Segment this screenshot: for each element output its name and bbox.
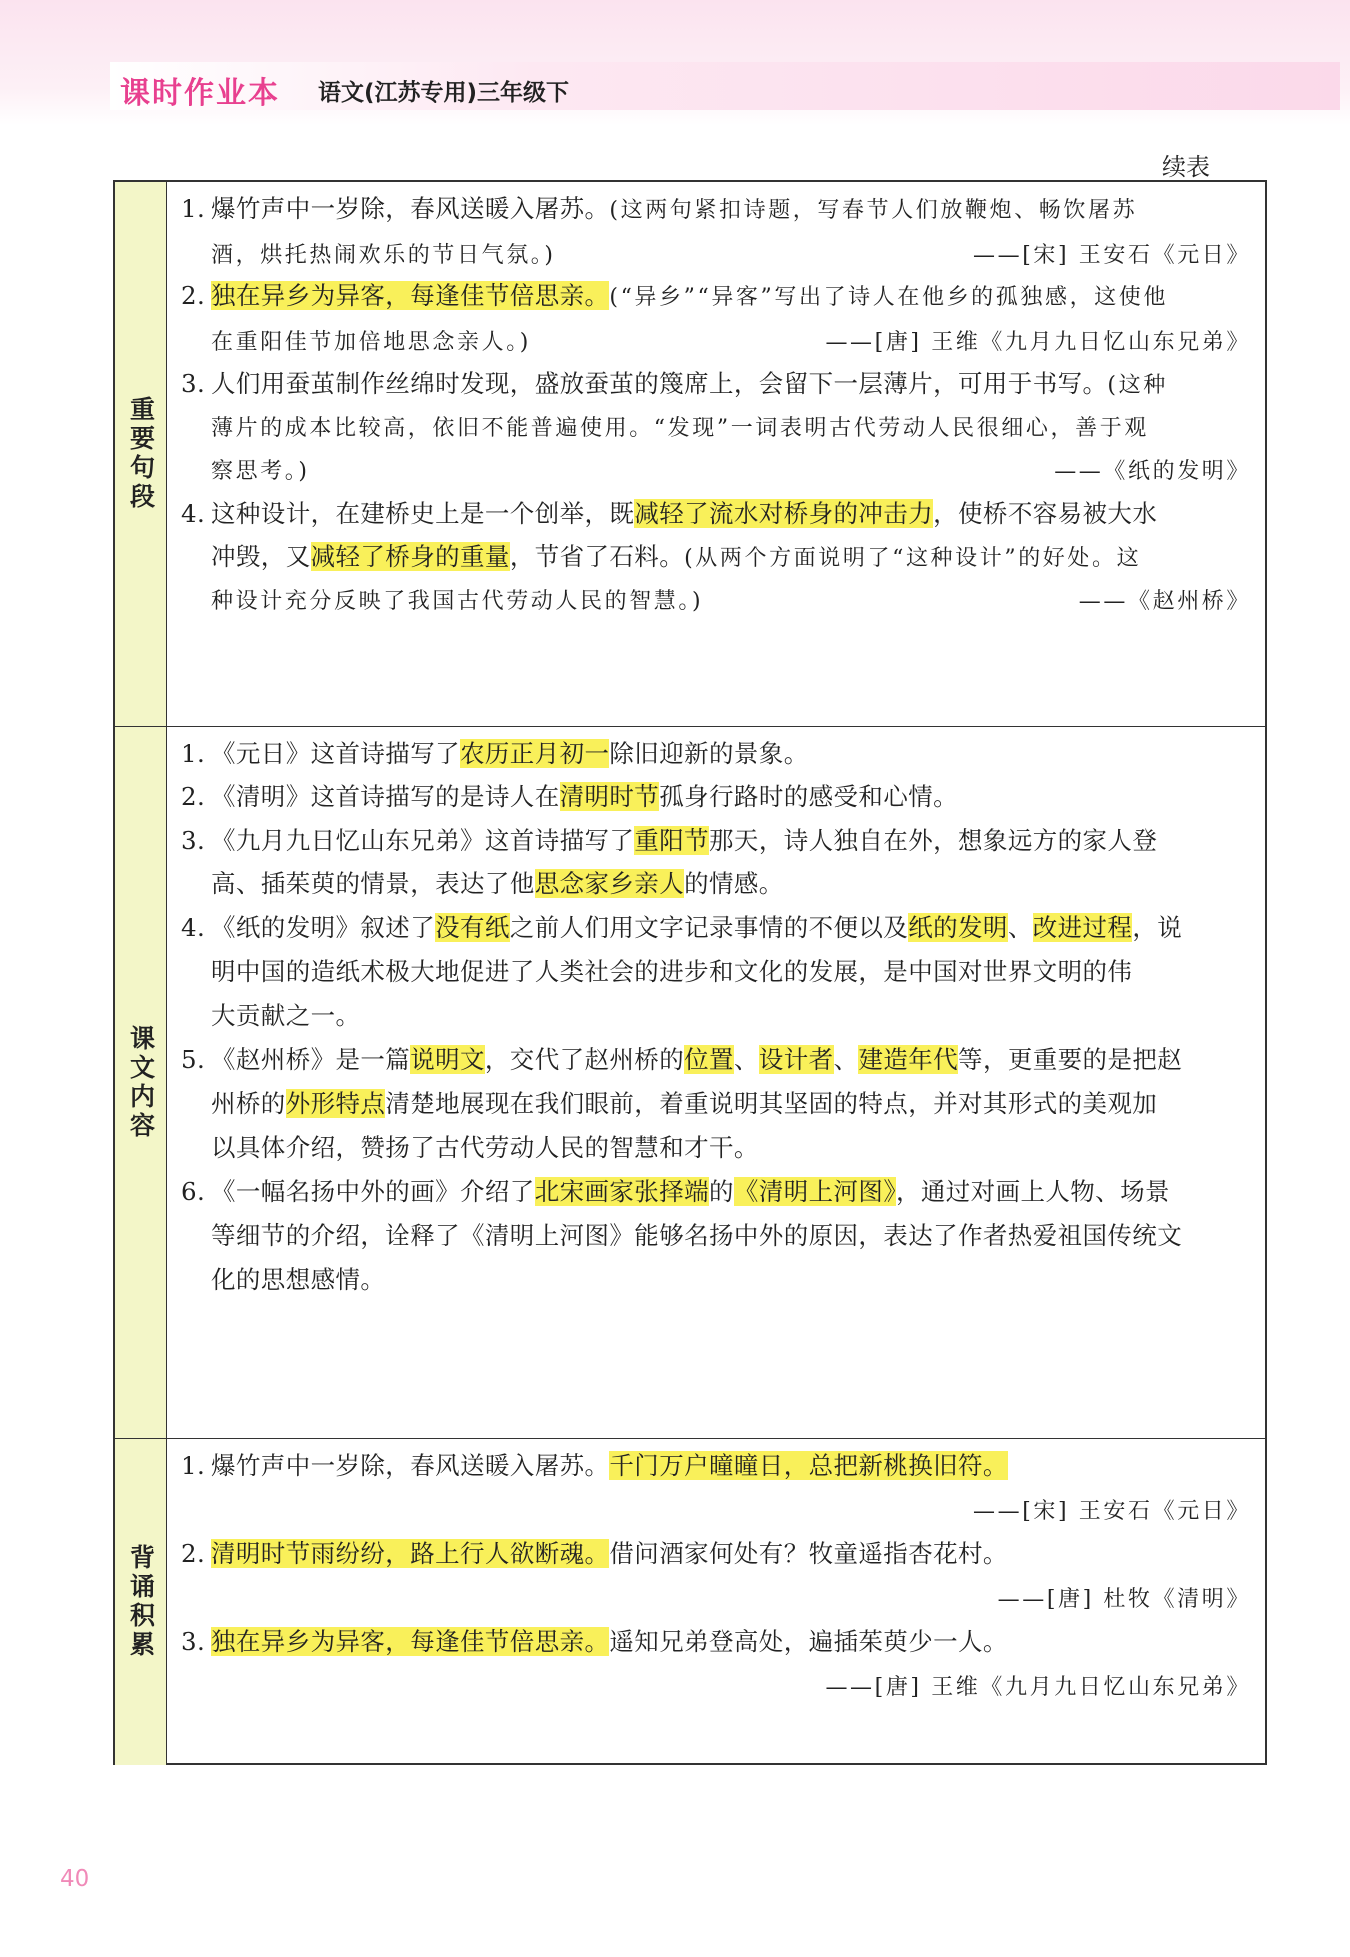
section-important-passages (115, 182, 1265, 727)
item-text: 、 (733, 1045, 759, 1074)
item-number: 2. (181, 281, 206, 310)
item-text: 等，更重要的是把赵 (958, 1045, 1183, 1074)
section-label-text: 重要句段 (126, 396, 156, 512)
list-item-continuation (211, 324, 531, 360)
item-text: 孤身行路时的感受和心情。 (659, 782, 959, 811)
list-item (181, 192, 1137, 228)
highlighted-text: 减轻了流水对桥身的冲击力 (634, 499, 934, 528)
source-citation (1079, 583, 1251, 619)
section-label (115, 182, 167, 726)
item-text: 、 (833, 1045, 859, 1074)
section-label-text: 课文内容 (126, 1024, 156, 1141)
item-text: 清楚地展现在我们眼前，着重说明其坚固的特点，并对其形式的美观加 (385, 1089, 1158, 1118)
highlighted-text: 改进过程 (1032, 913, 1133, 942)
item-text: 爆竹声中一岁除，春风送暖入屠苏。 (211, 1451, 610, 1480)
list-item-continuation (211, 867, 784, 901)
item-text: 借问酒家何处有？牧童遥指杏花村。 (609, 1539, 1008, 1568)
item-text: 冲毁，又 (211, 542, 311, 571)
list-item (181, 279, 1168, 315)
item-text: 爆竹声中一岁除，春风送暖入屠苏。 (211, 194, 610, 223)
highlighted-text: 北宋画家张择端 (534, 1177, 710, 1206)
list-item (181, 1625, 1008, 1659)
source-text: ——《纸的发明》 (1054, 459, 1251, 484)
section-label (115, 1439, 167, 1765)
list-item (181, 1537, 1008, 1571)
item-text: 化的思想感情。 (211, 1265, 386, 1294)
list-item (181, 737, 809, 771)
highlighted-text: 外形特点 (285, 1089, 386, 1118)
item-text: 这种设计，在建桥史上是一个创举，既 (211, 499, 635, 528)
item-text: 《元日》这首诗描写了 (211, 739, 460, 768)
list-item (181, 497, 1157, 531)
highlighted-text: 重阳节 (634, 826, 710, 855)
item-text: 《清明》这首诗描写的是诗人在 (211, 782, 560, 811)
item-number: 3. (181, 1627, 206, 1656)
section-label (115, 727, 167, 1438)
list-item-continuation (211, 583, 703, 619)
highlighted-text: 清明时节雨纷纷，路上行人欲断魂。 (211, 1539, 610, 1568)
item-text: 遥知兄弟登高处，遍插茱萸少一人。 (609, 1627, 1008, 1656)
item-note: 薄片的成本比较高，依旧不能普遍使用。“发现”一词表明古代劳动人民很细心，善于观 (211, 416, 1149, 441)
item-text: 的情感。 (684, 869, 784, 898)
item-text: ，交代了赵州桥的 (484, 1045, 685, 1074)
item-note: (“异乡”“异客”写出了诗人在他乡的孤独感，这使他 (609, 285, 1168, 310)
list-item-continuation (211, 410, 1149, 446)
item-text: 人们用蚕茧制作丝绵时发现，盛放蚕茧的篾席上，会留下一层薄片，可用于书写。 (211, 369, 1108, 398)
item-text: 《纸的发明》叙述了 (211, 913, 436, 942)
source-citation (825, 324, 1251, 360)
item-number: 1. (181, 739, 206, 768)
section-text-content (115, 727, 1265, 1439)
list-item (181, 780, 958, 814)
highlighted-text: 没有纸 (435, 913, 510, 942)
list-item (181, 1449, 1008, 1483)
list-item-continuation (211, 1219, 1182, 1253)
item-text: 、 (1007, 913, 1033, 942)
list-item-continuation (211, 999, 360, 1033)
item-note: (这种 (1107, 373, 1168, 398)
highlighted-text: 思念家乡亲人 (534, 869, 685, 898)
highlighted-text: 千门万户曈曈日，总把新桃换旧符。 (609, 1451, 1008, 1480)
highlighted-text: 独在异乡为异客，每逢佳节倍思亲。 (211, 1627, 610, 1656)
source-text: ——《赵州桥》 (1078, 589, 1251, 614)
list-item (181, 1043, 1182, 1077)
item-text: 除旧迎新的景象。 (609, 739, 809, 768)
item-text: 州桥的 (211, 1089, 286, 1118)
item-number: 2. (181, 1539, 206, 1568)
list-item-continuation (211, 453, 310, 489)
highlighted-text: 纸的发明 (908, 913, 1008, 942)
highlighted-text: 位置 (684, 1045, 734, 1074)
item-text: 等细节的介绍，诠释了《清明上河图》能够名扬中外的原因，表达了作者热爱祖国传统文 (211, 1221, 1183, 1250)
item-text: 之前人们用文字记录事情的不便以及 (509, 913, 909, 942)
list-item-continuation (211, 237, 556, 273)
highlighted-text: 设计者 (758, 1045, 834, 1074)
source-text: ——[宋] 王安石《元日》 (973, 1499, 1251, 1524)
item-number: 2. (181, 782, 206, 811)
list-item-continuation (211, 1087, 1157, 1121)
item-text: 《九月九日忆山东兄弟》这首诗描写了 (211, 826, 635, 855)
item-text: ，节省了石料。 (509, 542, 685, 571)
list-item (181, 1175, 1170, 1209)
source-citation (973, 237, 1251, 273)
list-item-continuation (211, 1263, 385, 1297)
list-item-continuation (211, 540, 1141, 576)
item-note: (从两个方面说明了“这种设计”的好处。这 (684, 546, 1142, 571)
continued-label: 续表 (1162, 153, 1210, 181)
item-text: 的 (709, 1177, 734, 1206)
book-subtitle: 语文(江苏专用)三年级下 (318, 80, 570, 106)
source-citation (998, 1581, 1251, 1617)
item-number: 1. (181, 1451, 206, 1480)
list-item (181, 367, 1168, 403)
item-text: ，通过对画上人物、场景 (895, 1177, 1170, 1206)
list-item (181, 911, 1182, 945)
item-note: 察思考。) (211, 459, 310, 484)
source-text: ——[唐] 杜牧《清明》 (997, 1587, 1251, 1612)
section-recitation (115, 1439, 1265, 1765)
list-item-continuation (211, 955, 1132, 989)
highlighted-text: 独在异乡为异客，每逢佳节倍思亲。 (211, 281, 610, 310)
item-number: 3. (181, 369, 206, 398)
item-text: 《赵州桥》是一篇 (211, 1045, 411, 1074)
item-text: ，说 (1132, 913, 1183, 942)
highlighted-text: 说明文 (410, 1045, 485, 1074)
item-number: 5. (181, 1045, 206, 1074)
item-note: 在重阳佳节加倍地思念亲人。) (211, 330, 531, 355)
item-note: (这两句紧扣诗题，写春节人们放鞭炮、畅饮屠苏 (609, 198, 1138, 223)
source-text: ——[宋] 王安石《元日》 (973, 243, 1251, 268)
item-text: 大贡献之一。 (211, 1001, 361, 1030)
source-citation (1054, 453, 1251, 489)
item-text: 《一幅名扬中外的画》介绍了 (211, 1177, 535, 1206)
item-number: 3. (181, 826, 206, 855)
source-citation (973, 1493, 1251, 1529)
summary-table (113, 180, 1267, 1765)
highlighted-text: 《清明上河图》 (733, 1177, 896, 1206)
item-text: 明中国的造纸术极大地促进了人类社会的进步和文化的发展，是中国对世界文明的伟 (211, 957, 1133, 986)
book-title: 课时作业本 (120, 76, 280, 111)
page-number: 40 (60, 1866, 90, 1892)
list-item (181, 824, 1157, 858)
item-text: ，使桥不容易被大水 (933, 499, 1158, 528)
item-text: 高、插茱萸的情景，表达了他 (211, 869, 535, 898)
section-label-text: 背诵积累 (126, 1544, 156, 1660)
list-item-continuation (211, 1131, 759, 1165)
item-number: 4. (181, 913, 206, 942)
header-bar (110, 62, 1340, 110)
highlighted-text: 清明时节 (559, 782, 660, 811)
source-text: ——[唐] 王维《九月九日忆山东兄弟》 (825, 1675, 1251, 1700)
item-number: 4. (181, 499, 206, 528)
highlighted-text: 建造年代 (858, 1045, 959, 1074)
item-note: 种设计充分反映了我国古代劳动人民的智慧。) (211, 589, 704, 614)
source-citation (825, 1669, 1251, 1705)
source-text: ——[唐] 王维《九月九日忆山东兄弟》 (825, 330, 1251, 355)
item-text: 以具体介绍，赞扬了古代劳动人民的智慧和才干。 (211, 1133, 759, 1162)
item-text: 那天，诗人独自在外，想象远方的家人登 (709, 826, 1158, 855)
item-note: 酒，烘托热闹欢乐的节日气氛。) (211, 243, 556, 268)
highlighted-text: 减轻了桥身的重量 (310, 542, 510, 571)
item-number: 6. (181, 1177, 206, 1206)
highlighted-text: 农历正月初一 (460, 739, 610, 768)
item-number: 1. (181, 194, 206, 223)
